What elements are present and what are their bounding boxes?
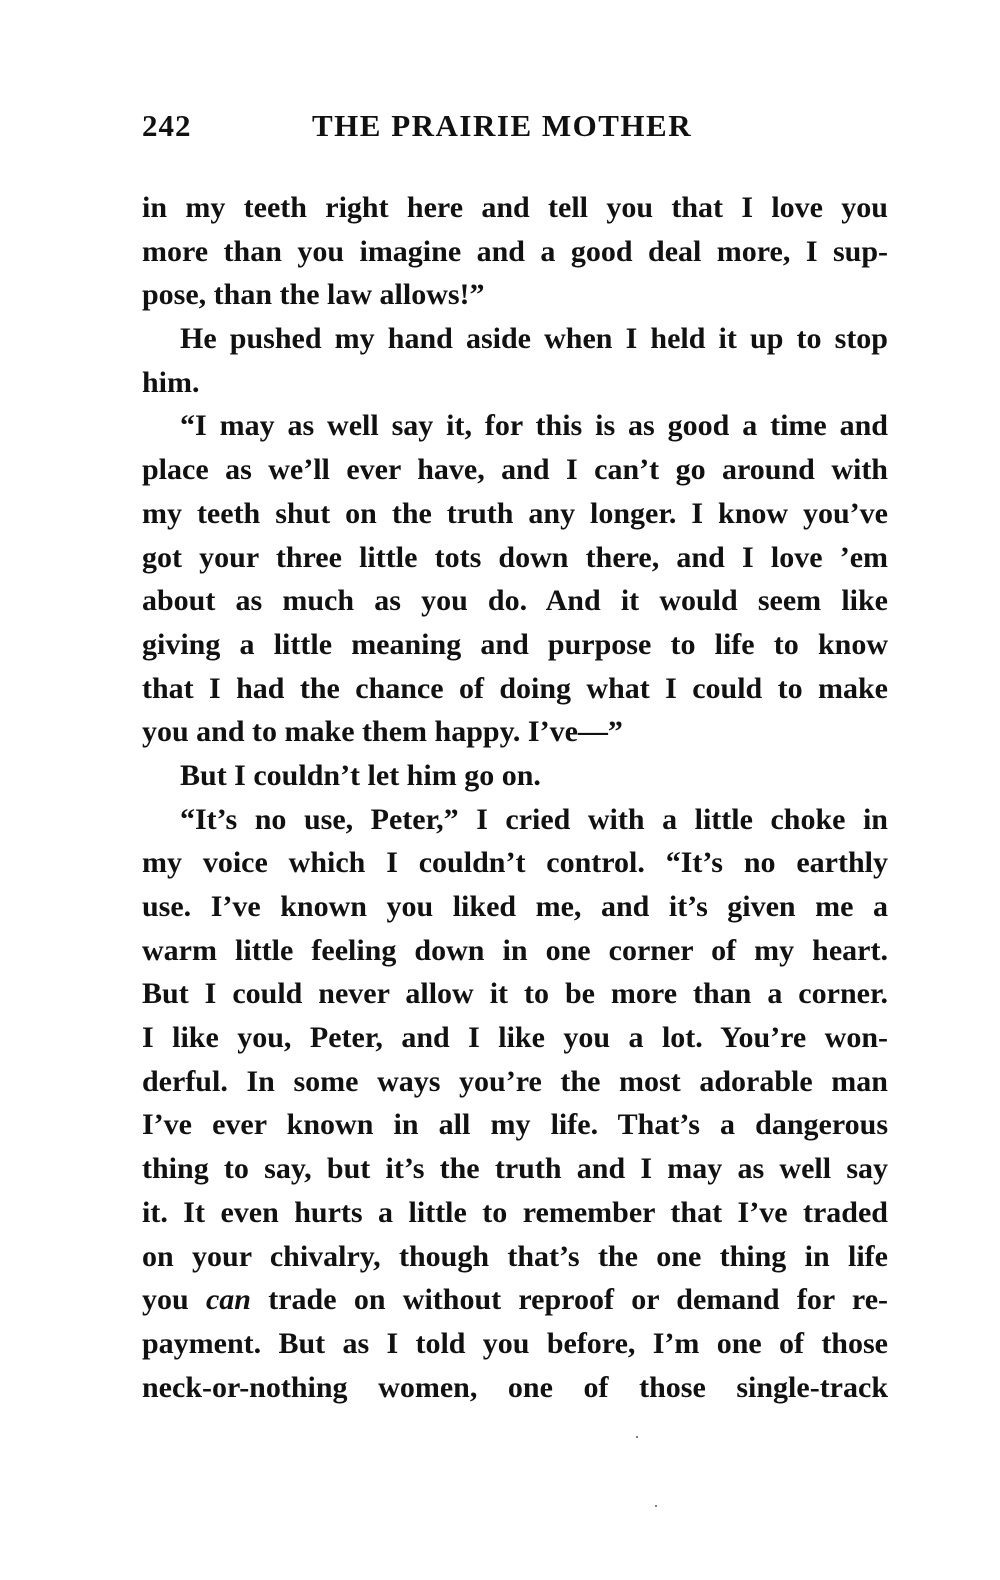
text-line: more than you imagine and a good deal more, I sup- (142, 234, 888, 268)
scan-speck (655, 1505, 657, 1507)
text-line: “It’s no use, Peter,” I cried with a little choke in (180, 802, 888, 836)
text-line: I’ve ever known in all my life. That’s a dangerous (142, 1108, 888, 1142)
body-text (142, 186, 888, 1409)
text-line: on your chivalry, though that’s the one thing in life (142, 1239, 888, 1273)
text-line: “I may as well say it, for this is as good a time and (180, 409, 888, 443)
text-line: thing to say, but it’s the truth and I may as well say (142, 1152, 888, 1186)
text-line (142, 1278, 888, 1322)
emphasis-word: can (205, 1283, 251, 1317)
running-head (142, 108, 902, 148)
text-line: him. (142, 365, 200, 399)
text-line: He pushed my hand aside when I held it up to stop (180, 322, 888, 356)
text-line: about as much as you do. And it would seem like (142, 584, 888, 618)
text-line: payment. But as I told you before, I’m one of those (142, 1326, 888, 1360)
text-line: it. It even hurts a little to remember that I’ve traded (142, 1195, 888, 1229)
text-line: you and to make them happy. I’ve—” (142, 715, 623, 749)
text-line: But I couldn’t let him go on. (180, 758, 541, 792)
text-line: my teeth shut on the truth any longer. I know you’ve (142, 496, 888, 530)
text-run: trade on without reproof or demand for re- (250, 1283, 889, 1317)
text-line: my voice which I couldn’t control. “It’s no earthly (142, 846, 888, 880)
text-line: giving a little meaning and purpose to life to know (142, 627, 888, 661)
text-line: But I could never allow it to be more than a corner. (142, 977, 888, 1011)
text-line: neck-or-nothing women, one of those single-track (142, 1370, 888, 1404)
text-line: derful. In some ways you’re the most adorable man (142, 1064, 888, 1098)
running-title: THE PRAIRIE MOTHER (312, 108, 693, 143)
text-line: pose, than the law allows!” (142, 278, 485, 312)
text-line: use. I’ve known you liked me, and it’s given me a (142, 890, 888, 923)
text-line: got your three little tots down there, and I love ’em (142, 540, 888, 574)
text-line: in my teeth right here and tell you that I love you (142, 191, 888, 224)
text-run: you (142, 1283, 206, 1317)
page-number: 242 (142, 108, 192, 143)
text-line: I like you, Peter, and I like you a lot. You’re won- (142, 1021, 888, 1055)
text-line: warm little feeling down in one corner of my heart. (142, 933, 888, 967)
text-line: that I had the chance of doing what I could to make (142, 671, 888, 705)
scan-speck (636, 1436, 638, 1438)
text-line: place as we’ll ever have, and I can’t go around with (142, 453, 888, 487)
